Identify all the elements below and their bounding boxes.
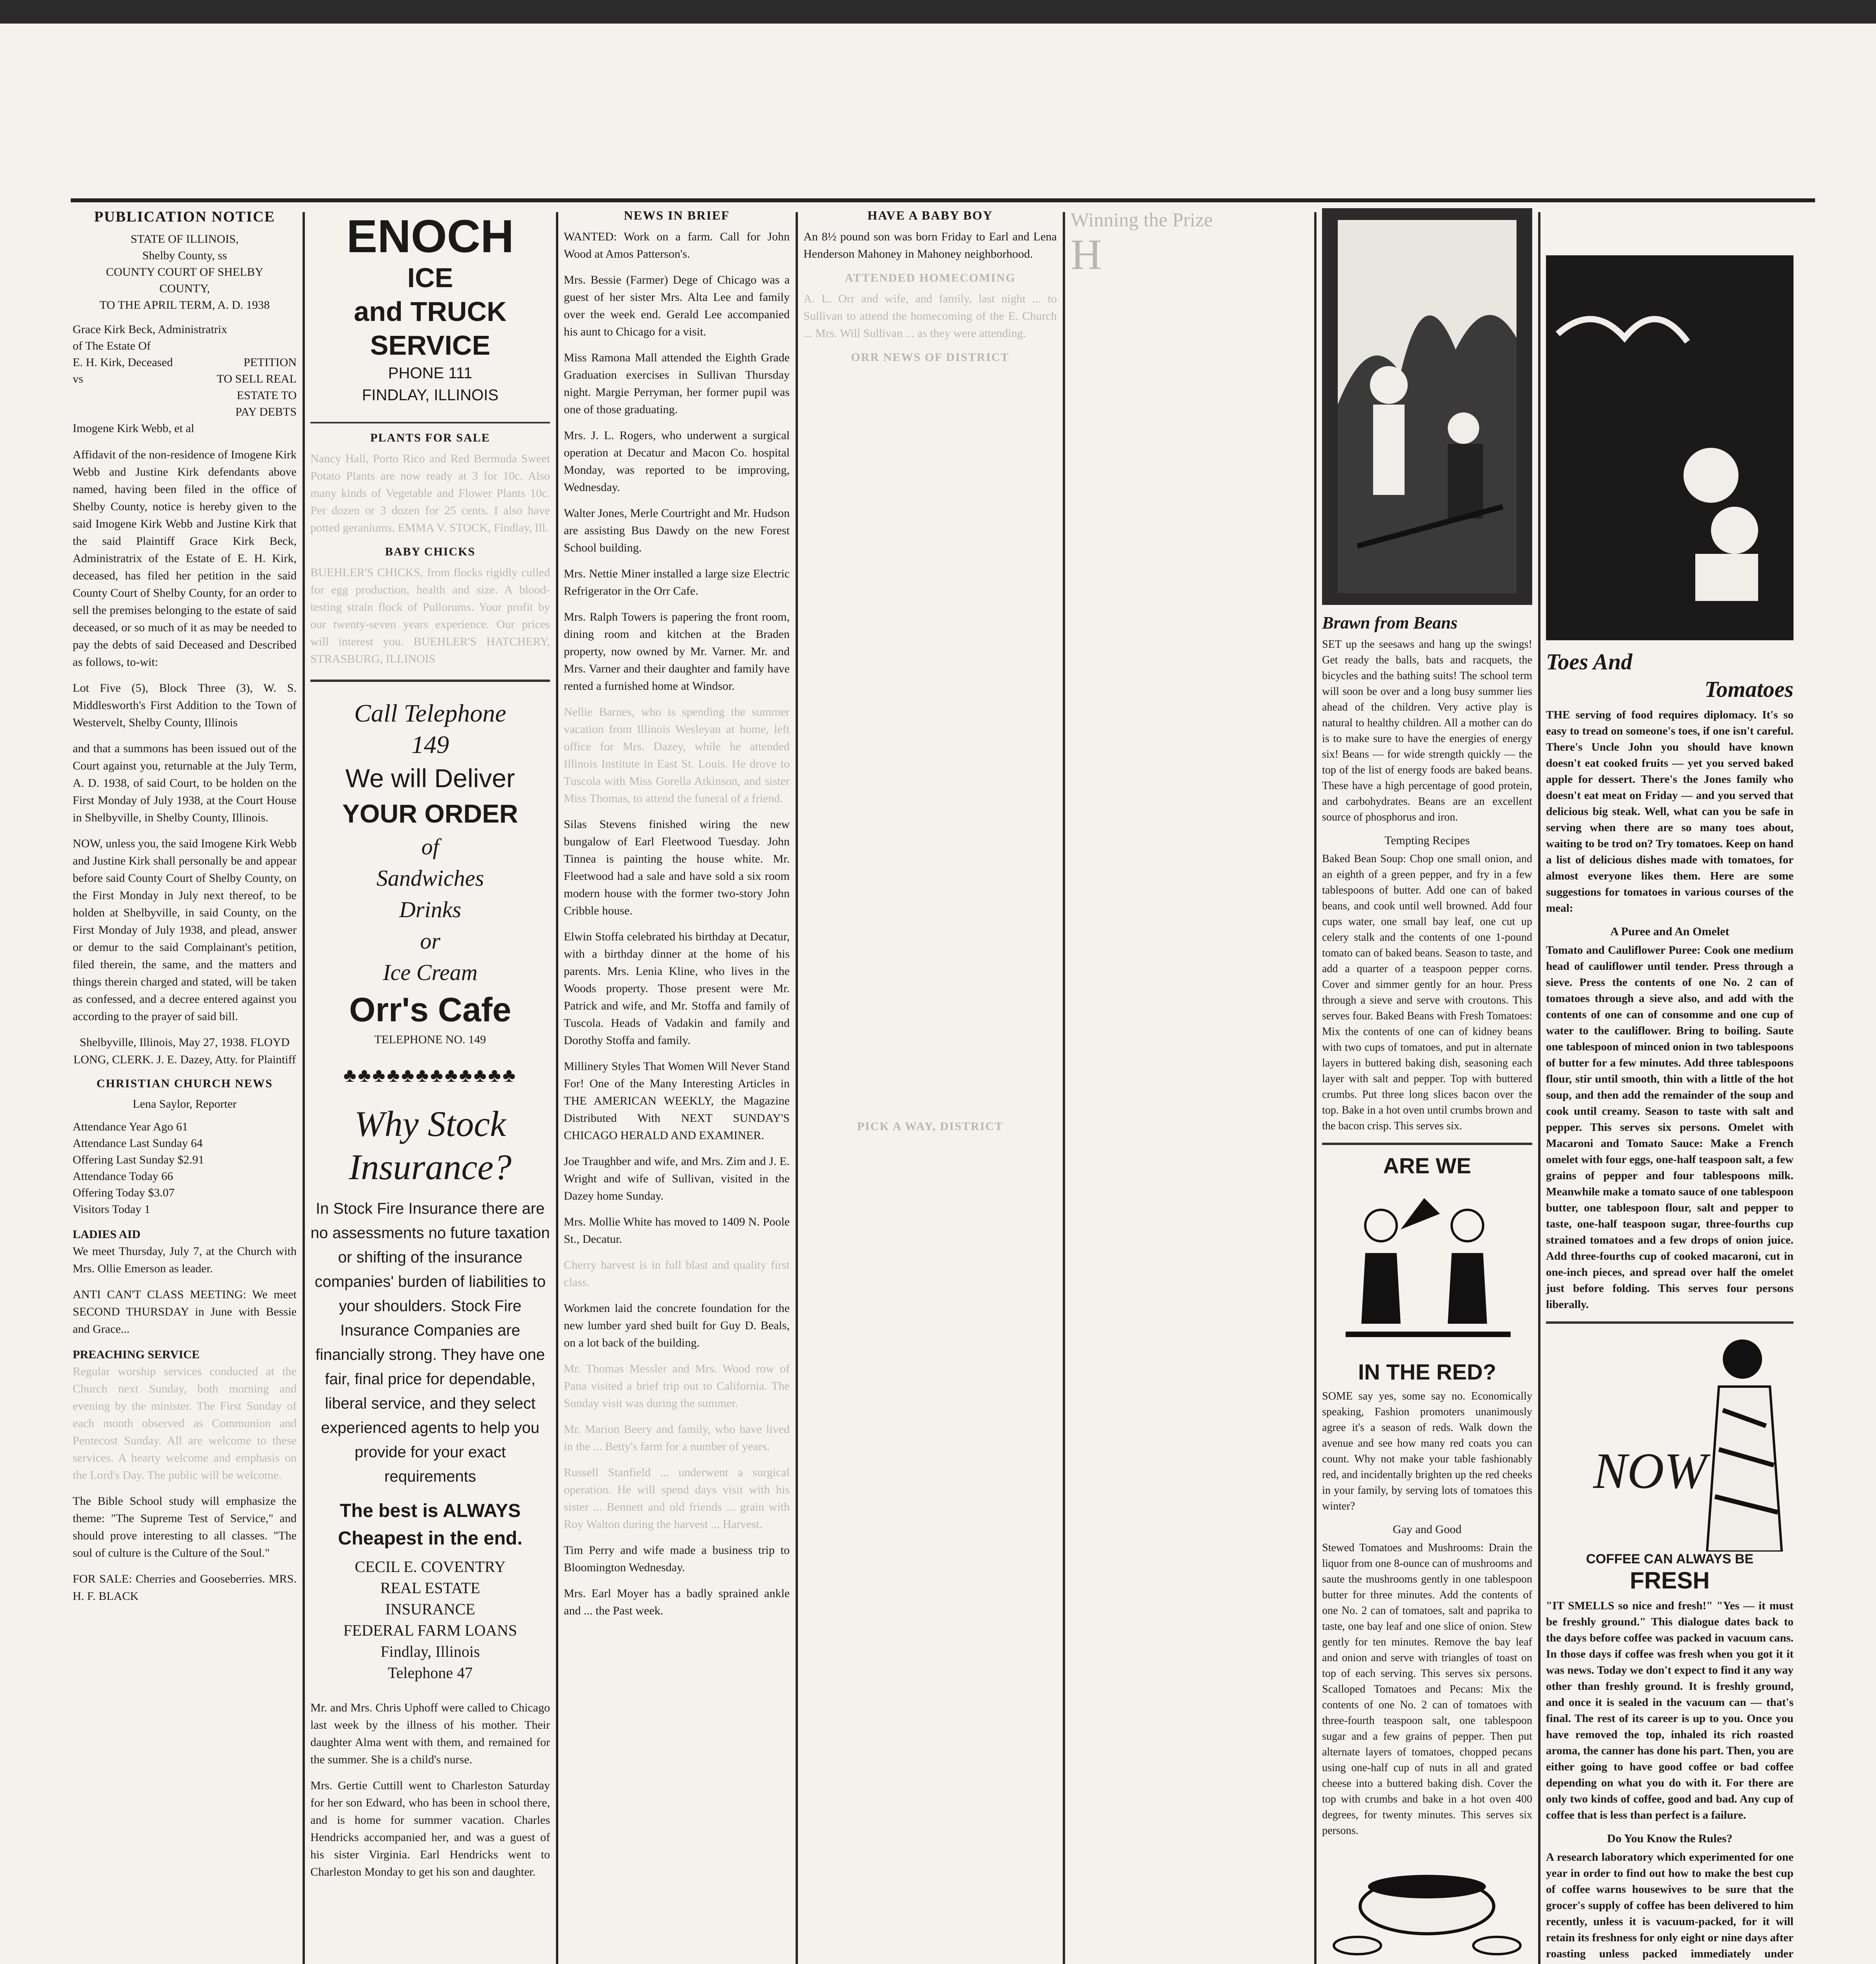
- cafe-menu-item: or: [420, 928, 440, 954]
- illustration-art: [1546, 255, 1793, 640]
- agent-line: Findlay, Illinois: [380, 1643, 480, 1660]
- column-rule: [303, 212, 305, 1964]
- publication-notice-heading: PUBLICATION NOTICE: [94, 209, 275, 225]
- column-news-in-brief: [564, 204, 790, 1964]
- column-tomatoes-coffee: [1546, 204, 1793, 1964]
- waiters-illustration: [1322, 1182, 1532, 1355]
- illustration-art: [1322, 1847, 1532, 1964]
- news-item: Workmen laid the concrete foundation for the new lumber yard shed built for Guy D. Beals, on a lot back of the building.: [564, 1302, 790, 1349]
- faded-print-area: [803, 1139, 1057, 1964]
- faded-print-area: [1071, 278, 1308, 1964]
- red-headline: IN THE RED?: [1358, 1359, 1496, 1384]
- court-line: STATE OF ILLINOIS,: [130, 233, 239, 246]
- recipes-text: Baked Bean Soup: Chop one small onion, and an eighth of a green pepper, and fry in a few tablespoons of butter. Add one can of baked beans, and cook until well browned. Add four cups water, one small bay leaf, one cut up celery stalk and the contents of one 1-pound tomato can of baked beans. Season to taste, and add a quarter of a teaspoon pepper corns. Cover and simmer gently for an hour. Press through a sieve and serve with croutons. This serves four. Baked Beans with Fresh Tomatoes: Mix the contents of one can of kidney beans with two cups of tomatoes, and put in alternate layers in buttered baking dish, seasoning each layer with salt and pepper. Top with buttered crumbs. Put three long slices bacon over the top. Bake in a hot oven until crumbs brown and the bacon crisp. This serves six.: [1322, 853, 1532, 1132]
- court-line: TO THE APRIL TERM, A. D. 1938: [99, 299, 270, 311]
- attendance-line: Attendance Today 66: [73, 1170, 173, 1183]
- notice-paragraph: NOW, unless you, the said Imogene Kirk Webb and Justine Kirk shall personally be and appear before said County Court of Shelby County, on the First Monday in July next thereof, to be holden at Shelbyville, in said County, on the First Monday of July 1938, and plead, answer or demur to the said Complainant's petition, filed therein, the same, and the matters and things therein charged and stated, will be taken as confessed, and a decree entered against you according to the prayer of said bill.: [73, 837, 297, 1023]
- homecoming-text: A. L. Orr and wife, and family, last night ... to Sullivan to attend the homecoming of the E. Church ... Mrs. Will Sullivan ... as they were attending.: [803, 292, 1057, 340]
- party-line-text: E. H. Kirk, Deceased: [73, 356, 173, 369]
- coffee-headline: COFFEE CAN ALWAYS BE: [1586, 1552, 1754, 1566]
- class-meeting-text: ANTI CAN'T CLASS MEETING: We meet SECOND THURSDAY in June with Bessie and Grace...: [73, 1288, 297, 1336]
- ladies-aid-text: We meet Thursday, July 7, at the Church with Mrs. Ollie Emerson as leader.: [73, 1245, 297, 1275]
- column-rule: [1063, 212, 1065, 1964]
- puree-heading: A Puree and An Omelet: [1610, 925, 1729, 938]
- agent-line: INSURANCE: [385, 1600, 475, 1618]
- gay-good-heading: Gay and Good: [1393, 1523, 1462, 1536]
- party-line: Grace Kirk Beck, Administratrix: [73, 323, 227, 336]
- party-line: Imogene Kirk Webb, et al: [73, 422, 194, 435]
- gay-good-text: Stewed Tomatoes and Mushrooms: Drain the liquor from one 8-ounce can of mushrooms and saute the mushrooms gently in one tablespoon butter for three minutes. Add the contents of one No. 2 can of tomatoes, salt and paprika to taste, one bay leaf and one slice of onion. Stew gently for ten minutes. Remove the bay leaf and onion and serve with triangles of toast on top of each serving. This serves six persons. Scalloped Tomatoes and Pecans: Mix the contents of one No. 2 can of tomatoes with three-fourth teaspoon salt, one tablespoon sugar and a few grains of pepper. Then put alternate layers of tomatoes, chopped pecans using one-half cup of nuts in all and grated cheese into a buttered baking dish. Cover the top with crumbs and bake in a hot oven 400 degrees, for twenty minutes. This serves six persons.: [1322, 1542, 1532, 1837]
- news-item: Russell Stanfield ... underwent a surgical operation. He will spend days visit with his sister ... Bennett and old friends ... grain with Roy Walton during the harvest ... Harvest.: [564, 1466, 790, 1531]
- local-news-item: Mrs. Gertie Cuttill went to Charleston Saturday for her son Edward, who has been in school there, and is home for summer vacation. Charles Hendricks accompanied her, and was a guest of his sister Virginia. Earl Hendricks went to Charleston Monday to get his son and daughter.: [310, 1779, 550, 1878]
- enoch-town: FINDLAY, ILLINOIS: [362, 387, 499, 404]
- woman-figure-illustration: [1695, 1332, 1793, 1552]
- toes-text: THE serving of food requires diplomacy. It's so easy to tread on someone's toes, if one isn't careful. There's Uncle John you should have known doesn't eat cooked fruits — yet you served baked apple for dessert. There's the Jones family who doesn't eat meat on Friday — and you served that delicious big steak. Well, what can you be safe in serving when there are so many toes about, waiting to be trod on? Try tomatoes. Keep on hand a list of delicious dishes made with tomatoes, for almost everyone likes them. Here are some suggestions for tomatoes in various courses of the meal:: [1546, 709, 1793, 914]
- news-item: Millinery Styles That Women Will Never Stand For! One of the Many Interesting Articles in THE AMERICAN WEEKLY, the Magazine Distributed With NEXT SUNDAY'S CHICAGO HERALD AND EXAMINER.: [564, 1060, 790, 1142]
- column-rule: [1314, 212, 1317, 1964]
- attendance-line: Attendance Last Sunday 64: [73, 1137, 203, 1150]
- agent-line: CECIL E. COVENTRY: [354, 1558, 506, 1576]
- notice-signature: Shelbyville, Illinois, May 27, 1938. FLOYD LONG, CLERK. J. E. Dazey, Atty. for Plaintiff: [73, 1036, 296, 1066]
- cafe-menu-item: Ice Cream: [383, 960, 478, 985]
- court-line: COUNTY COURT OF SHELBY: [106, 266, 264, 278]
- brawn-beans-heading: Brawn from Beans: [1322, 613, 1458, 632]
- news-item: Cherry harvest is in full blast and quality first class.: [564, 1259, 790, 1289]
- cafe-phone-number: 149: [411, 731, 449, 758]
- illustration-art: [1322, 1182, 1532, 1355]
- baby-boy-text: An 8½ pound son was born Friday to Earl and Lena Henderson Mahoney in Mahoney neighborhood.: [803, 230, 1057, 260]
- church-news-heading: CHRISTIAN CHURCH NEWS: [96, 1077, 273, 1090]
- agent-line: FEDERAL FARM LOANS: [343, 1621, 517, 1639]
- red-headline: ARE WE: [1383, 1153, 1471, 1178]
- cafe-menu-item: Drinks: [399, 897, 461, 922]
- news-item: Mrs. Ralph Towers is papering the front room, dining room and kitchen at the Braden property, now owned by Mr. Varner. Mr. and Mrs. Varner and their daughter and family have rented a furnished home at Windsor.: [564, 610, 790, 693]
- attendance-line: Visitors Today 1: [73, 1203, 150, 1216]
- enoch-ad-line: SERVICE: [370, 330, 491, 361]
- illustration-art: [1322, 208, 1532, 605]
- recipes-heading: Tempting Recipes: [1384, 834, 1470, 847]
- puree-text: Tomato and Cauliflower Puree: Cook one medium head of cauliflower until tender. Press through a sieve. Press the contents of one No. 2 can of tomatoes through a sieve also, and add with the contents of one can of consomme and one cup of water to the cauliflower. Bring to boiling. Saute one tablespoon of minced onion in two tablespoons of butter for a few minutes. Add three tablespoons flour, stir until smooth, thin with a little of the hot soup, and then add the remainder of the soup and cook until creamy. Season to taste with salt and pepper. This serves six persons. Omelet with Macaroni and Tomato Sauce: Make a French omelet with four eggs, one-half teaspoon salt, a few grains of pepper and four tablespoons milk. Meanwhile make a tomato sauce of one tablespoon butter, one tablespoon flour, salt and pepper to taste, one-half teaspoon sugar, three-fourths cup strained tomatoes and a few drops of onion juice. Add three-fourths cup of cooked macaroni, cut in one-inch pieces, and spread over half the omelet just before folding. This serves four persons liberally.: [1546, 944, 1793, 1311]
- court-line: COUNTY,: [159, 282, 210, 295]
- news-item: Mrs. J. L. Rogers, who underwent a surgical operation at Decatur and Macon Co. hospital Monday, was reported to be improving, Wednesday.: [564, 429, 790, 494]
- news-item: Mrs. Nettie Miner installed a large size Electric Refrigerator in the Orr Cafe.: [564, 567, 790, 597]
- baby-boy-heading: HAVE A BABY BOY: [867, 208, 993, 222]
- column-legal-notices: [73, 204, 297, 1964]
- news-item: Tim Perry and wife made a business trip to Bloomington Wednesday.: [564, 1544, 790, 1574]
- news-item: Mrs. Bessie (Farmer) Dege of Chicago was a guest of her sister Mrs. Alta Lee and family over the week end. Gerald Lee accompanied his aunt to Chicago for a visit.: [564, 273, 790, 338]
- news-item: Silas Stevens finished wiring the new bungalow of Earl Fleetwood Tuesday. John Tinnea is painting the house white. Mr. Fleetwood had a sale and have sold a six room modern house with the former two-story John Cribble house.: [564, 818, 790, 917]
- toes-headline: Tomatoes: [1704, 676, 1793, 702]
- insurance-headline: Why Stock: [354, 1104, 506, 1144]
- coffee-text: "IT SMELLS so nice and fresh!" "Yes — it must be freshly ground." This dialogue dates back to the days before coffee was packed in vacuum cans. In those days if coffee was fresh when you got it it was news. Today we don't expect to find it any way other than freshly ground. It is freshly ground, and once it is sealed in the vacuum can — that's final. The rest of its career is up to you. Once you have removed the top, inhaled its rich roasted aroma, the canner has done his part. Then, you are either going to have good coffee or bad coffee depending on what you do with it. For there are only two kinds of coffee, good and bad. Any cup of coffee that is less than perfect is a failure.: [1546, 1599, 1793, 1821]
- court-line: Shelby County, ss: [142, 249, 227, 262]
- ladies-aid-heading: LADIES AID: [73, 1228, 141, 1241]
- masthead-fragment: Winning the Prize: [1071, 209, 1213, 231]
- news-item: Mr. Thomas Messler and Mrs. Wood row of Pana visited a brief trip out to California. The Sunday visit was during the summer.: [564, 1362, 790, 1410]
- column-rule: [556, 212, 558, 1964]
- notice-paragraph: Lot Five (5), Block Three (3), W. S. Middlesworth's First Addition to the Town of Westervelt, Shelby County, Illinois: [73, 682, 297, 729]
- party-line-text: TO: [281, 389, 297, 402]
- baby-chicks-text: BUEHLER'S CHICKS, from flocks rigidly culled for egg production, health and size. A blood-testing strain flock of Pullorums. Your profit by our twenty-seven years experience. Our prices will interest you. BUEHLER'S HATCHERY, STRASBURG, ILLINOIS: [310, 566, 550, 665]
- ornament-divider: ♣♣♣♣♣♣♣♣♣♣♣♣: [343, 1064, 517, 1086]
- now-word: NOW: [1593, 1443, 1707, 1499]
- rules-heading: Do You Know the Rules?: [1607, 1832, 1733, 1845]
- cafe-deliver-line: of: [421, 834, 439, 859]
- party-line-text: ESTATE: [237, 389, 279, 402]
- party-line: [73, 387, 297, 404]
- preaching-heading: PREACHING SERVICE: [73, 1348, 200, 1361]
- scan-top-edge: [0, 0, 1876, 24]
- news-item: Walter Jones, Merle Courtright and Mr. Hudson are assisting Bus Dawdy on the new Forest School building.: [564, 507, 790, 554]
- insurance-body: In Stock Fire Insurance there are no assessments no future taxation or shifting of the insurance companies' burden of liabilities to your shoulders. Stock Fire Insurance Companies are financially strong. They have one fair, final price for dependable, liberal service, and they select experienced agents to help you provide for your exact requirements: [310, 1200, 550, 1485]
- news-item: Mr. Marion Beery and family, who have lived in the ... Betty's farm for a number of years.: [564, 1423, 790, 1453]
- attendance-line: Attendance Year Ago 61: [73, 1120, 188, 1133]
- district-news-heading: ORR NEWS OF DISTRICT: [851, 351, 1010, 364]
- attendance-line: Offering Today $3.07: [73, 1186, 175, 1199]
- bathers-illustration: [1546, 255, 1793, 640]
- notice-paragraph: Affidavit of the non-residence of Imogene Kirk Webb and Justine Kirk defendants above named, having been filed in the office of Shelby County, notice is hereby given to the said Imogene Kirk Webb and Justine Kirk that the said Plaintiff Grace Kirk Beck, Administratrix of the Estate of E. H. Kirk, deceased, has filed her petition in the said County Court of Shelby County, for an order to sell the premises belonging to the estate of said deceased, or so much of it as may be needed to pay the debts of said Deceased and Described as follows, to-wit:: [73, 448, 297, 669]
- column-food-features: [1322, 204, 1532, 1964]
- rules-text: A research laboratory which experimented for one year in order to find out how to make the best cup of coffee warns housewives to be sure that the grocer's supply of coffee has been delivered to him recently, unless it is vacuum-packed, for it will retain its freshness for only eight or nine days after roasting unless packed immediately under: [1546, 1851, 1793, 1960]
- cafe-menu-item: Sandwiches: [376, 865, 484, 891]
- enoch-ad-name: ENOCH: [346, 211, 514, 262]
- agent-line: REAL ESTATE: [380, 1579, 480, 1597]
- attendance-line: Offering Last Sunday $2.91: [73, 1153, 204, 1166]
- masthead-rule: [71, 198, 1815, 202]
- homecoming-heading: ATTENDED HOMECOMING: [845, 271, 1016, 284]
- news-brief-heading: NEWS IN BRIEF: [623, 208, 730, 222]
- news-item: Elwin Stoffa celebrated his birthday at Decatur, with a birthday dinner at the home of his parents. Mrs. Lenia Kline, who lives in the Woods property. Those present were Mr. Patrick and wife, and Mr. Stoffa and family of Tuscola. Heads of Vadakin and family and Dorothy Stoffa and family.: [564, 930, 790, 1047]
- party-line-text: PETITION: [244, 356, 297, 369]
- local-news-item: Mr. and Mrs. Chris Uphoff were called to Chicago last week by the illness of his mother. Their daughter Alma went with them, and remained for the summer. She is a child's nurse.: [310, 1701, 550, 1766]
- cafe-name: Orr's Cafe: [349, 991, 512, 1029]
- bible-school-text: The Bible School study will emphasize the theme: "The Supreme Test of Service," and should prove interesting to all classes. "The soul of culture is the Culture of the Soul.": [73, 1495, 297, 1559]
- masthead-letter: H: [1071, 231, 1102, 278]
- preaching-text: Regular worship services conducted at the Church next Sunday, both morning and evening by the minister. The First Sunday of each month observed as Communion and Pentecost Sunday. All are welcome to these services. A hearty welcome and emphasis on the Lord's Day. The public will be welcome.: [73, 1365, 297, 1482]
- column-rule: [1538, 212, 1540, 1964]
- enoch-ad-line: ICE: [407, 262, 453, 293]
- cafe-deliver-line: We will Deliver: [345, 764, 515, 793]
- news-item: Miss Ramona Mall attended the Eighth Grade Graduation exercises in Sullivan Thursday night. Margie Perryman, her former pupil was one of those graduating.: [564, 351, 790, 416]
- notice-paragraph: and that a summons has been issued out of the Court against you, returnable at the July Term, A. D. 1938, of said Court, to be holden on the First Monday of July 1938, at the Court House in Shelbyville, in Shelby County, Illinois.: [73, 742, 297, 824]
- plants-text: Nancy Hall, Porto Rico and Red Bermuda Sweet Potato Plants are now ready at 3 for 10c. Also many kinds of Vegetable and Flower Plants 10c. Per dozen or 3 dozen for 25 cents. I also have potted geraniums. EMMA V. STOCK, Findlay, Ill.: [310, 452, 550, 534]
- party-line-text: TO SELL REAL: [216, 372, 297, 385]
- column-advertisements: [310, 204, 550, 1964]
- agent-line: Telephone 47: [387, 1664, 473, 1682]
- brawn-beans-text: SET up the seesaws and hang up the swings! Get ready the balls, bats and racquets, the bicycles and the bathing suits! The school term will soon be over and a long busy summer lies ahead of the children. Very active play is natural to healthy children. All a mother can do is to make sure to have the energies of energy six! Beans — for wide strength quickly — the top of the list of energy foods are baked beans. These have a high percentage of good protein, and carbohydrates. Beans are an excellent source of phosphorus and iron.: [1322, 638, 1532, 823]
- cafe-deliver-line: YOUR ORDER: [342, 799, 518, 828]
- enoch-ad-line: and TRUCK: [354, 296, 507, 327]
- column-faded: [1071, 204, 1308, 1964]
- church-reporter: Lena Saylor, Reporter: [132, 1097, 237, 1110]
- party-line: [73, 371, 297, 387]
- coffee-ad-art: [1546, 1332, 1793, 1552]
- news-item: Mrs. Mollie White has moved to 1409 N. Poole St., Decatur.: [564, 1215, 790, 1246]
- insurance-tagline: The best is ALWAYS: [339, 1500, 521, 1521]
- faded-print-area: [803, 370, 1057, 1116]
- enoch-phone: PHONE 111: [388, 365, 473, 382]
- insurance-tagline: Cheapest in the end.: [338, 1528, 523, 1549]
- plants-heading: PLANTS FOR SALE: [370, 431, 490, 444]
- party-line-text: vs: [73, 372, 83, 385]
- party-line: PAY DEBTS: [235, 405, 297, 418]
- news-item: Joe Traughber and wife, and Mrs. Zim and J. E. Wright and wife of Sullivan, visited in the Dazey home Sunday.: [564, 1155, 790, 1202]
- cafe-telephone: TELEPHONE NO. 149: [374, 1033, 486, 1046]
- for-sale-notice: FOR SALE: Cherries and Gooseberries. MRS. H. F. BLACK: [73, 1572, 297, 1603]
- insurance-headline: Insurance?: [349, 1147, 512, 1187]
- column-rule: [796, 212, 798, 1964]
- cafe-call-line: Call Telephone: [354, 699, 506, 727]
- party-line: of The Estate Of: [73, 339, 151, 352]
- news-item: Mrs. Earl Moyer has a badly sprained ankle and ... the Past week.: [564, 1587, 790, 1617]
- news-item: WANTED: Work on a farm. Call for John Wood at Amos Patterson's.: [564, 230, 790, 260]
- party-line: [73, 354, 297, 371]
- column-district-news: [803, 204, 1057, 1964]
- baby-chicks-heading: BABY CHICKS: [385, 545, 476, 558]
- news-item: Nellie Barnes, who is spending the summer vacation from Illinois Wesleyan at home, left office for Mrs. Dazey, while he attended Illinois Institute in East St. Louis. He drove to Tuscola with Miss Gorella Atkinson, and sister Miss Thomas, to attend the funeral of a friend.: [564, 705, 790, 805]
- pick-a-way-heading: PICK A WAY, DISTRICT: [857, 1120, 1003, 1133]
- toes-headline: Toes And: [1546, 649, 1632, 674]
- coffee-headline: FRESH: [1630, 1567, 1710, 1594]
- children-playing-illustration: [1322, 208, 1532, 605]
- red-text: SOME say yes, some say no. Economically speaking, Fashion promoters unanimously agree it's a season of reds. Walk down the avenue and see how many red coats you can count. Why not make your table fashionably red, and incidentally brighten up the red cheeks in your family, by serving lots of tomatoes this winter?: [1322, 1390, 1532, 1512]
- soup-tureen-illustration: [1322, 1847, 1532, 1964]
